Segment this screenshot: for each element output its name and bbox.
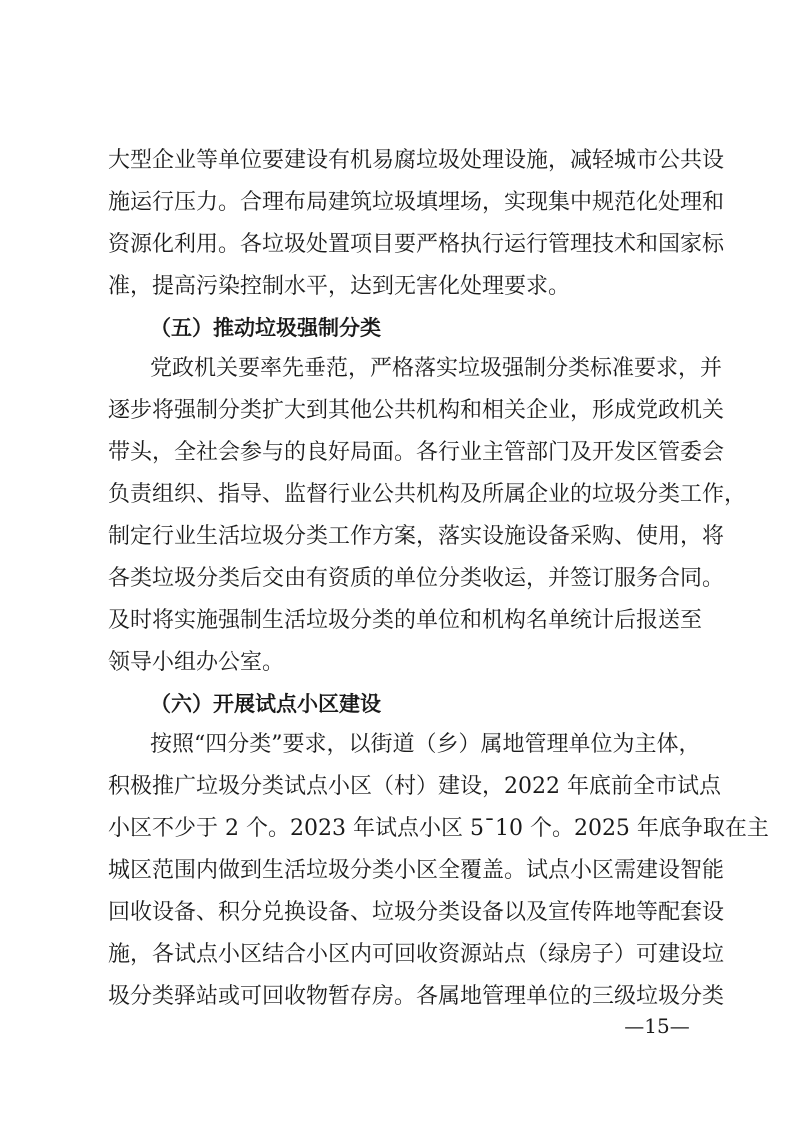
body-text-line: 城区范围内做到生活垃圾分类小区全覆盖。试点小区需建设智能: [108, 858, 725, 883]
section-heading-6: （六）开展试点小区建设: [150, 692, 381, 716]
page-number: —15—: [624, 1014, 690, 1038]
body-text-line: 施，各试点小区结合小区内可回收资源站点（绿房子）可建设垃: [108, 942, 725, 967]
body-text-line: 回收设备、积分兑换设备、垃圾分类设备以及宣传阵地等配套设: [108, 900, 725, 925]
body-text-line: 小区不少于 2 个。2023 年试点小区 5¯10 个。2025 年底争取在主: [108, 816, 769, 841]
body-text-line: 领导小组办公室。: [108, 650, 285, 675]
body-text-line: 按照“四分类”要求，以街道（乡）属地管理单位为主体，: [150, 732, 701, 757]
body-text-line: 带头，全社会参与的良好局面。各行业主管部门及开发区管委会: [108, 440, 725, 465]
body-text-line: 制定行业生活垃圾分类工作方案，落实设施设备采购、使用，将: [108, 524, 725, 549]
section-heading-5: （五）推动垃圾强制分类: [150, 316, 381, 340]
body-text-line: 圾分类驿站或可回收物暂存房。各属地管理单位的三级垃圾分类: [108, 984, 725, 1009]
body-text-line: 及时将实施强制生活垃圾分类的单位和机构名单统计后报送至: [108, 608, 703, 633]
body-text-line: 资源化利用。各垃圾处置项目要严格执行运行管理技术和国家标: [108, 232, 725, 257]
body-text-line: 各类垃圾分类后交由有资质的单位分类收运，并签订服务合同。: [108, 566, 725, 591]
body-text-line: 积极推广垃圾分类试点小区（村）建设，2022 年底前全市试点: [108, 774, 721, 799]
body-text-line: 逐步将强制分类扩大到其他公共机构和相关企业，形成党政机关: [108, 398, 725, 423]
body-text-line: 大型企业等单位要建设有机易腐垃圾处理设施，减轻城市公共设: [108, 148, 725, 173]
body-text-line: 负责组织、指导、监督行业公共机构及所属企业的垃圾分类工作，: [108, 482, 747, 507]
body-text-line: 施运行压力。合理布局建筑垃圾填埋场，实现集中规范化处理和: [108, 190, 725, 215]
body-text-line: 准，提高污染控制水平，达到无害化处理要求。: [108, 274, 571, 299]
body-text-line: 党政机关要率先垂范，严格落实垃圾强制分类标准要求，并: [150, 356, 723, 381]
